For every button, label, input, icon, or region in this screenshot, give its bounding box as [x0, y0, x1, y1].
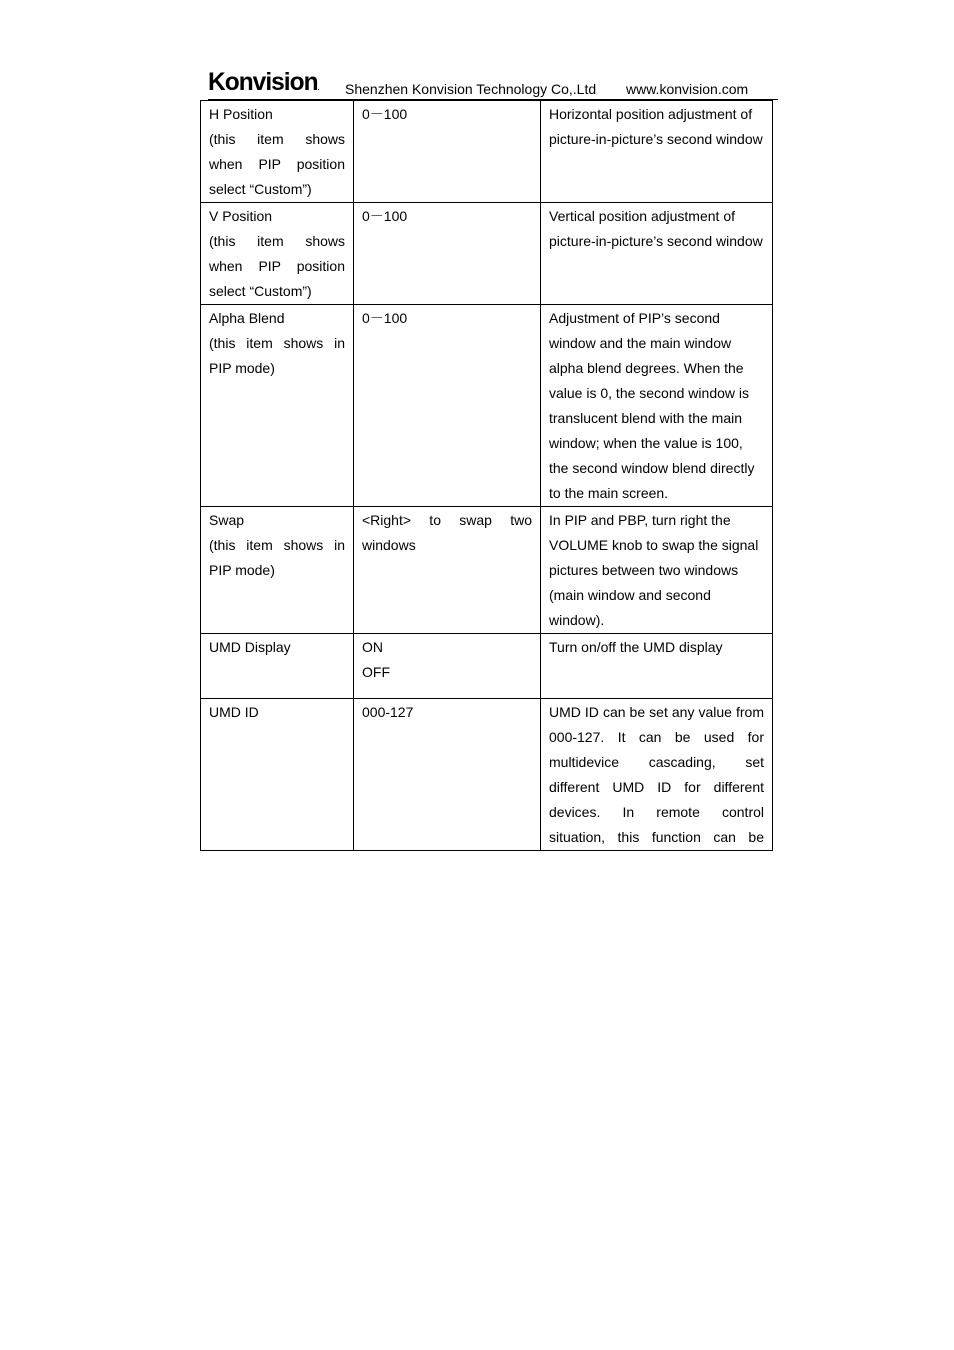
item-description: Adjustment of PIP’s second window and the main window alpha blend degrees. When the value is 0, the second window is translucent blend with the main window; when the value is 100, the second window blend directly to the main screen.	[549, 310, 755, 501]
description-cell	[541, 203, 773, 305]
item-value: 000-127	[362, 704, 414, 720]
website-url: www.konvision.com	[626, 81, 749, 97]
table-row	[201, 507, 773, 634]
description-cell	[541, 507, 773, 634]
item-name: UMD ID	[209, 704, 259, 720]
item-cell	[201, 305, 354, 507]
company-name: Shenzhen Konvision Technology Co,.Ltd	[345, 81, 597, 97]
item-value: 0－100	[362, 208, 408, 224]
item-description: Horizontal position adjustment of picture-in-picture’s second window	[549, 106, 763, 147]
table-row	[201, 203, 773, 305]
item-name: UMD Display	[209, 639, 291, 655]
item-value-on: ON	[362, 639, 383, 655]
item-note: (this item shows in PIP mode)	[209, 335, 345, 376]
value-cell	[354, 101, 541, 203]
item-cell	[201, 634, 354, 699]
description-cell	[541, 101, 773, 203]
logo-text: Konvision	[208, 68, 318, 96]
item-value: <Right> to swap two windows	[362, 512, 532, 553]
item-value: 0－100	[362, 310, 408, 326]
settings-table	[200, 100, 773, 851]
description-cell	[541, 305, 773, 507]
item-cell	[201, 507, 354, 634]
item-name: V Position	[209, 208, 273, 224]
description-cell	[541, 699, 773, 851]
table-row	[201, 305, 773, 507]
table-row	[201, 634, 773, 699]
item-value: 0－100	[362, 106, 408, 122]
item-note: (this item shows when PIP position select “Custom”)	[209, 131, 345, 197]
value-cell	[354, 634, 541, 699]
item-description: Vertical position adjustment of picture-in-picture’s second window	[549, 208, 763, 249]
description-cell	[541, 634, 773, 699]
value-cell	[354, 203, 541, 305]
item-name: Swap	[209, 512, 245, 528]
page-header	[208, 66, 778, 100]
item-name: H Position	[209, 106, 273, 122]
item-note: (this item shows when PIP position select “Custom”)	[209, 233, 345, 299]
item-value-off: OFF	[362, 664, 390, 680]
item-cell	[201, 101, 354, 203]
value-cell	[354, 305, 541, 507]
table-row	[201, 699, 773, 851]
item-note: (this item shows in PIP mode)	[209, 537, 345, 578]
item-description: UMD ID can be set any value from 000-127. It can be used for multidevice cascading, set different UMD ID for different devices. In remote control situation, this function can be	[549, 704, 764, 845]
item-description: Turn on/off the UMD display	[549, 639, 723, 655]
table-row	[201, 101, 773, 203]
item-cell	[201, 699, 354, 851]
company-logo: Konvision.	[208, 68, 319, 96]
value-cell	[354, 699, 541, 851]
value-cell	[354, 507, 541, 634]
item-description: In PIP and PBP, turn right the VOLUME knob to swap the signal pictures between two windows (main window and second window).	[549, 512, 759, 628]
item-cell	[201, 203, 354, 305]
item-name: Alpha Blend	[209, 310, 285, 326]
